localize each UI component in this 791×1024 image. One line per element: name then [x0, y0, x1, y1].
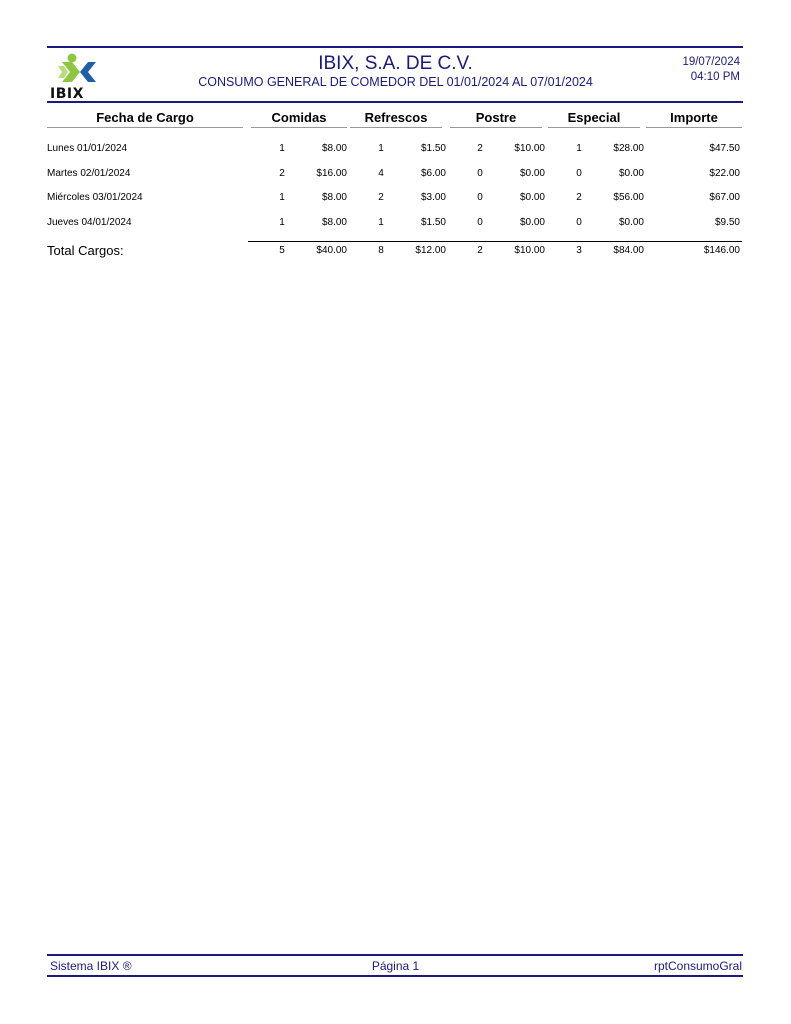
column-header-postre: Postre: [475, 110, 517, 125]
row-refrescos-count: 4: [378, 168, 384, 179]
row-refrescos-amount: $3.00: [420, 192, 446, 203]
row-postre-amount: $0.00: [519, 192, 545, 203]
footer-bottom-rule: [47, 975, 743, 977]
column-header-comidas: Comidas: [271, 110, 327, 125]
report-time: 04:10 PM: [690, 71, 740, 83]
column-rule: [350, 127, 442, 128]
row-especial-amount: $0.00: [618, 168, 644, 179]
column-rule: [450, 127, 542, 128]
row-fecha: Jueves 04/01/2024: [47, 217, 132, 228]
column-header-especial: Especial: [567, 110, 621, 125]
total-especial-amount: $84.00: [613, 245, 644, 256]
row-comidas-amount: $8.00: [321, 143, 347, 154]
row-especial-count: 0: [576, 217, 582, 228]
row-especial-count: 2: [576, 192, 582, 203]
row-especial-amount: $0.00: [618, 217, 644, 228]
logo-text: IBIX: [50, 86, 84, 102]
column-header-refrescos: Refrescos: [364, 110, 428, 125]
total-rule: [248, 241, 742, 242]
row-postre-amount: $0.00: [519, 217, 545, 228]
report-subtitle: CONSUMO GENERAL DE COMEDOR DEL 01/01/2024 AL 07/01/2024: [198, 75, 593, 89]
row-postre-amount: $10.00: [514, 143, 545, 154]
column-header-fecha: Fecha de Cargo: [96, 110, 194, 125]
total-importe: $146.00: [703, 245, 740, 256]
row-refrescos-count: 1: [378, 143, 384, 154]
column-rule: [251, 127, 347, 128]
row-especial-amount: $28.00: [613, 143, 644, 154]
row-fecha: Martes 02/01/2024: [47, 168, 131, 179]
row-refrescos-amount: $6.00: [420, 168, 446, 179]
row-importe: $22.00: [709, 168, 740, 179]
total-refrescos-amount: $12.00: [415, 245, 446, 256]
company-name: IBIX, S.A. DE C.V.: [318, 53, 473, 74]
row-comidas-amount: $8.00: [321, 217, 347, 228]
row-importe: $67.00: [709, 192, 740, 203]
row-postre-count: 0: [477, 192, 483, 203]
header-bottom-rule: [47, 101, 743, 103]
row-comidas-count: 1: [279, 143, 285, 154]
footer-system: Sistema IBIX ®: [50, 959, 132, 973]
row-refrescos-count: 2: [378, 192, 384, 203]
total-especial-count: 3: [576, 245, 582, 256]
row-comidas-count: 1: [279, 192, 285, 203]
row-especial-amount: $56.00: [613, 192, 644, 203]
column-rule: [548, 127, 640, 128]
total-postre-count: 2: [477, 245, 483, 256]
row-importe: $47.50: [709, 143, 740, 154]
row-fecha: Lunes 01/01/2024: [47, 143, 128, 154]
column-rule: [47, 127, 243, 128]
report-datetime: [682, 55, 740, 85]
row-comidas-amount: $8.00: [321, 192, 347, 203]
footer-report-id: rptConsumoGral: [653, 959, 742, 973]
row-refrescos-amount: $1.50: [420, 217, 446, 228]
row-postre-count: 2: [477, 143, 483, 154]
column-rule: [646, 127, 742, 128]
total-comidas-count: 5: [279, 245, 285, 256]
total-postre-amount: $10.00: [514, 245, 545, 256]
row-postre-count: 0: [477, 217, 483, 228]
total-label: Total Cargos:: [47, 243, 124, 258]
row-fecha: Miércoles 03/01/2024: [47, 192, 143, 203]
row-comidas-amount: $16.00: [316, 168, 347, 179]
row-postre-count: 0: [477, 168, 483, 179]
row-especial-count: 1: [576, 143, 582, 154]
row-comidas-count: 2: [279, 168, 285, 179]
footer-top-rule: [47, 954, 743, 956]
row-postre-amount: $0.00: [519, 168, 545, 179]
report-date: 19/07/2024: [682, 56, 740, 68]
row-importe: $9.50: [714, 217, 740, 228]
row-refrescos-count: 1: [378, 217, 384, 228]
row-refrescos-amount: $1.50: [420, 143, 446, 154]
total-comidas-amount: $40.00: [316, 245, 347, 256]
footer-page-number: Página 1: [371, 959, 420, 973]
column-header-importe: Importe: [670, 110, 718, 125]
row-comidas-count: 1: [279, 217, 285, 228]
row-especial-count: 0: [576, 168, 582, 179]
total-refrescos-count: 8: [378, 245, 384, 256]
header-top-rule: [47, 46, 743, 48]
